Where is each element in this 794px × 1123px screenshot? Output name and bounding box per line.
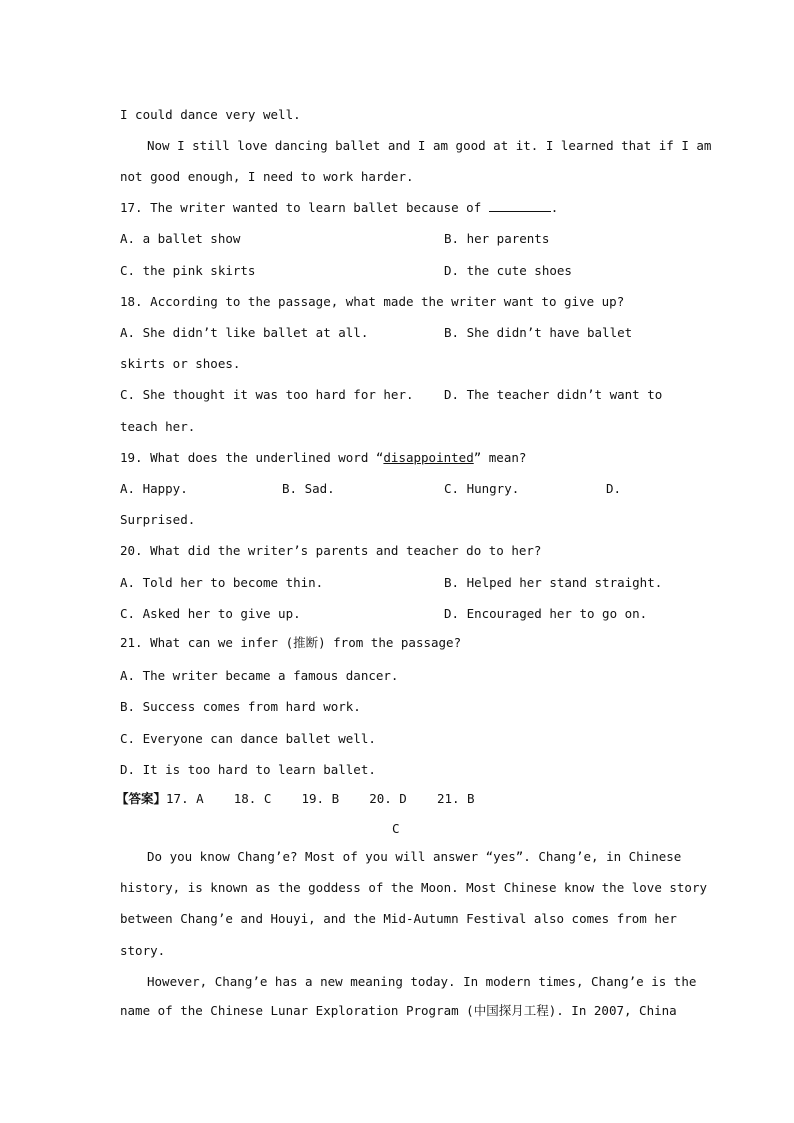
passage-line: However, Chang’e has a new meaning today. In modern times, Chang’e is the — [147, 974, 697, 989]
option-21-b: B. Success comes from hard work. — [120, 699, 361, 714]
passage-line: I could dance very well. — [120, 107, 301, 122]
option-17-b: B. her parents — [444, 231, 550, 246]
option-19-c: C. Hungry. — [444, 481, 520, 496]
option-17-c: C. the pink skirts — [120, 263, 256, 278]
section-letter: C — [392, 821, 400, 836]
underlined-word: disappointed — [383, 450, 474, 465]
option-18-c: C. She thought it was too hard for her. — [120, 387, 414, 402]
option-21-c: C. Everyone can dance ballet well. — [120, 731, 376, 746]
option-18-a: A. She didn’t like ballet at all. — [120, 325, 369, 340]
option-19-b: B. Sad. — [282, 481, 335, 496]
option-20-b: B. Helped her stand straight. — [444, 575, 663, 590]
passage-line: story. — [120, 943, 166, 958]
passage-line: history, is known as the goddess of the Moon. Most Chinese know the love story — [120, 880, 707, 895]
question-18-stem: 18. According to the passage, what made the writer want to give up? — [120, 294, 625, 309]
question-19-stem: 19. What does the underlined word “disappointed” mean? — [120, 450, 527, 465]
option-18-b-cont: skirts or shoes. — [120, 356, 241, 371]
answer-label: 【答案】 — [116, 791, 167, 806]
option-21-d: D. It is too hard to learn ballet. — [120, 762, 376, 777]
option-18-b: B. She didn’t have ballet — [444, 325, 633, 340]
question-20-stem: 20. What did the writer’s parents and teacher do to her? — [120, 543, 542, 558]
option-19-a: A. Happy. — [120, 481, 188, 496]
passage-line: name of the Chinese Lunar Exploration Program (中国探月工程). In 2007, China — [120, 1003, 677, 1018]
option-19-d-cont: Surprised. — [120, 512, 196, 527]
answer-items: 17. A 18. C 19. B 20. D 21. B — [166, 791, 475, 806]
question-21-stem: 21. What can we infer (推断) from the passage? — [120, 635, 462, 650]
option-18-d-cont: teach her. — [120, 419, 196, 434]
option-17-a: A. a ballet show — [120, 231, 241, 246]
passage-line: Now I still love dancing ballet and I am good at it. I learned that if I am — [147, 138, 712, 153]
option-18-d: D. The teacher didn’t want to — [444, 387, 663, 402]
option-19-d: D. — [606, 481, 622, 496]
option-21-a: A. The writer became a famous dancer. — [120, 668, 399, 683]
option-17-d: D. the cute shoes — [444, 263, 572, 278]
passage-line: not good enough, I need to work harder. — [120, 169, 414, 184]
answer-blank — [489, 200, 551, 212]
answer-key — [116, 791, 475, 807]
option-20-c: C. Asked her to give up. — [120, 606, 301, 621]
passage-line: between Chang’e and Houyi, and the Mid-Autumn Festival also comes from her — [120, 911, 677, 926]
option-20-d: D. Encouraged her to go on. — [444, 606, 648, 621]
option-20-a: A. Told her to become thin. — [120, 575, 324, 590]
question-17-stem: 17. The writer wanted to learn ballet because of . — [120, 200, 559, 215]
passage-line: Do you know Chang’e? Most of you will answer “yes”. Chang’e, in Chinese — [147, 849, 682, 864]
